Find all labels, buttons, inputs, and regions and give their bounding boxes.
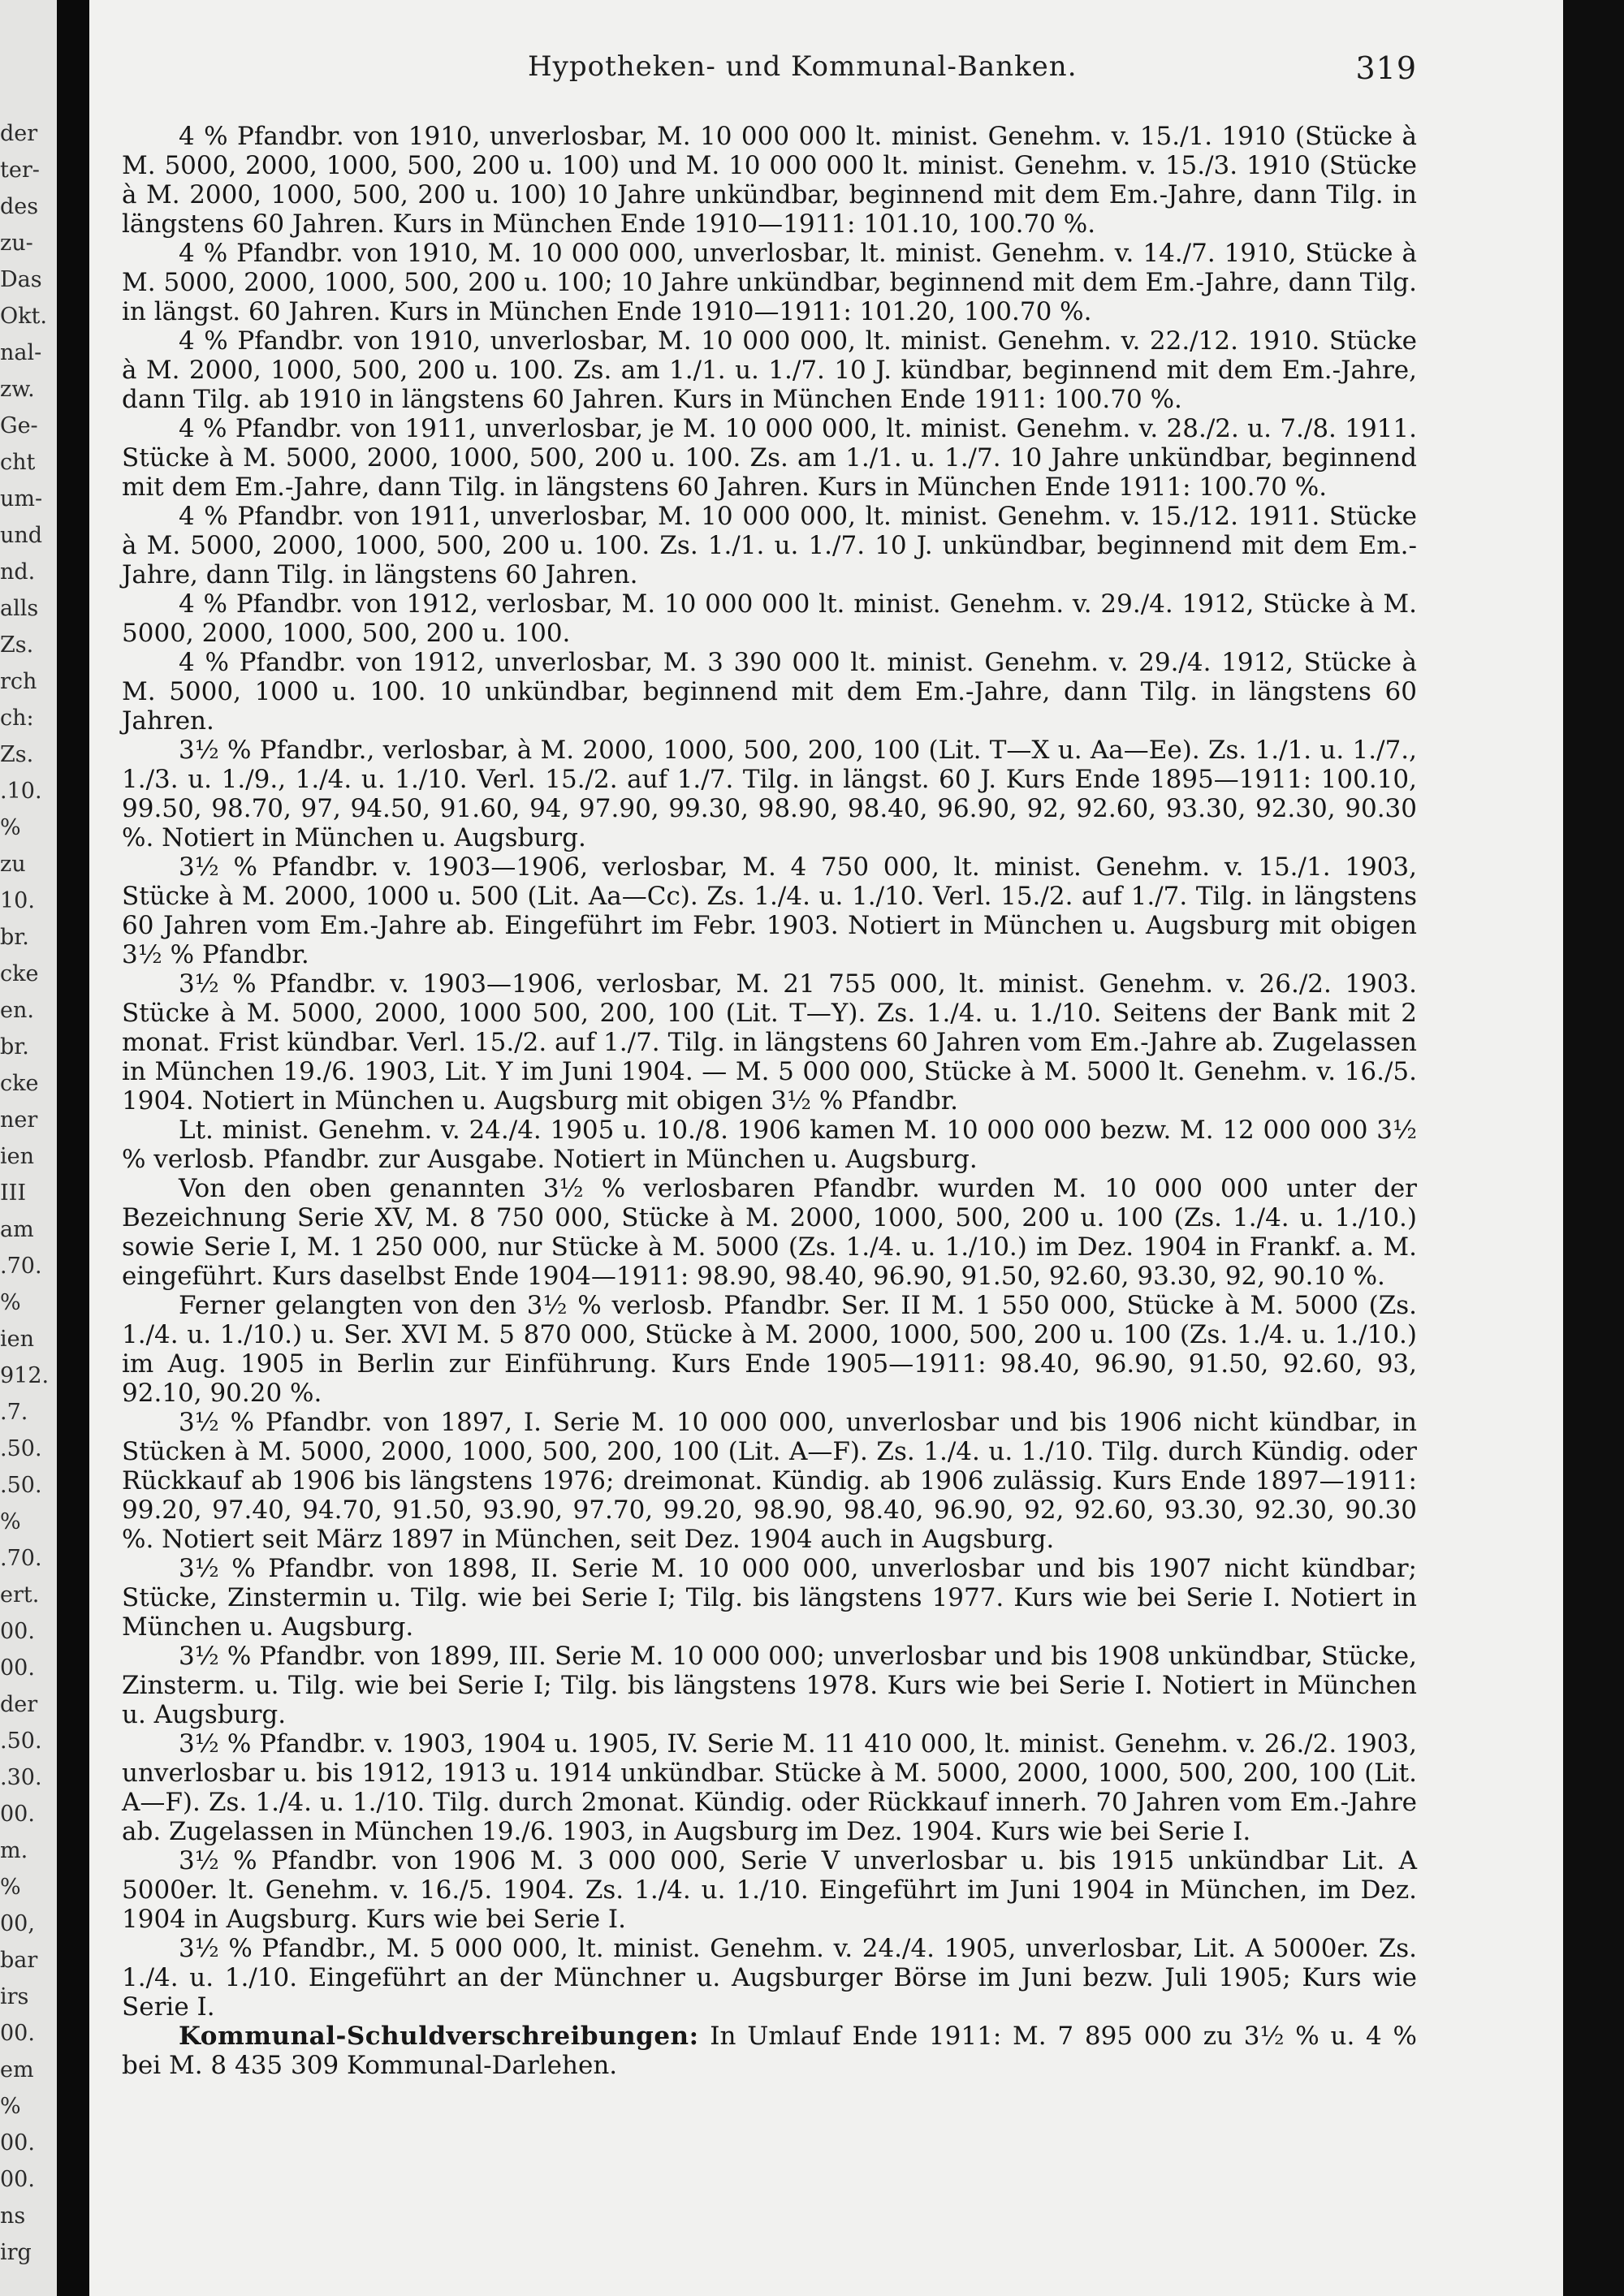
page-number: 319 bbox=[1355, 50, 1417, 86]
previous-page-fragment: irs bbox=[0, 1984, 29, 2009]
paragraph: 3½ % Pfandbr., verlosbar, à M. 2000, 1000, 500, 200, 100 (Lit. T—X u. Aa—Ee). Zs. 1./1. u. 1./7., 1./3. u. 1./9., 1./4. u. 1./10. Verl. 15./2. auf 1./7. Tilg. in längst. 60 J. Kurs Ende 1895—1911: 100.10, 99.50, 98.70, 97, 94.50, 91.60, 94, 97.90, 99.30, 98.90, 98.40, 96.90, 92, 92.60, 93.30, 92.30, 90.30 %. Notiert in München u. Augsburg. bbox=[122, 736, 1417, 852]
paragraph: 4 % Pfandbr. von 1910, unverlosbar, M. 10 000 000 lt. minist. Genehm. v. 15./1. 1910 (Stücke à M. 5000, 2000, 1000, 500, 200 u. 100) und M. 10 000 000 lt. minist. Genehm. v. 15./3. 1910 (Stücke à M. 2000, 1000, 500, 200 u. 100) 10 Jahre unkündbar, beginnend mit dem Em.-Jahre, dann Tilg. in längstens 60 Jahren. Kurs in München Ende 1910—1911: 101.10, 100.70 %. bbox=[122, 122, 1417, 239]
previous-page-fragment: am bbox=[0, 1217, 34, 1242]
previous-page-fragment: 00. bbox=[0, 1619, 35, 1644]
previous-page-fragment: em bbox=[0, 2057, 34, 2082]
paragraph: 4 % Pfandbr. von 1912, unverlosbar, M. 3 390 000 lt. minist. Genehm. v. 29./4. 1912, Stücke à M. 5000, 1000 u. 100. 10 unkündbar, beginnend mit dem Em.-Jahre, dann Tilg. in längstens 60 Jahren. bbox=[122, 648, 1417, 736]
paragraph: 3½ % Pfandbr. v. 1903, 1904 u. 1905, IV. Serie M. 11 410 000, lt. minist. Genehm. v. 26./2. 1903, unverlosbar u. bis 1912, 1913 u. 1914 unkündbar. Stücke à M. 5000, 2000, 1000, 500, 200, 100 (Lit. A—F). Zs. 1./4. u. 1./10. Tilg. durch 2monat. Kündig. oder Rückkauf innerh. 70 Jahren vom Em.-Jahre ab. Zugelassen in München 19./6. 1903, in Augsburg im Dez. 1904. Kurs wie bei Serie I. bbox=[122, 1729, 1417, 1846]
paragraph: Ferner gelangten von den 3½ % verlosb. Pfandbr. Ser. II M. 1 550 000, Stücke à M. 5000 (Zs. 1./4. u. 1./10.) u. Ser. XVI M. 5 870 000, Stücke à M. 2000, 1000, 500, 200 u. 100 (Zs. 1./4. u. 1./10.) im Aug. 1905 in Berlin zur Einführung. Kurs Ende 1905—1911: 98.40, 96.90, 91.50, 92.60, 93, 92.10, 90.20 %. bbox=[122, 1291, 1417, 1408]
previous-page-fragment: m. bbox=[0, 1838, 28, 1863]
running-title: Hypotheken- und Kommunal-Banken. bbox=[528, 50, 1078, 83]
previous-page-fragment: % bbox=[0, 1509, 21, 1534]
paragraph: Von den oben genannten 3½ % verlosbaren Pfandbr. wurden M. 10 000 000 unter der Bezeichnung Serie XV, M. 8 750 000, Stücke à M. 2000, 1000, 500, 200 u. 100 (Zs. 1./4. u. 1./10.) sowie Serie I, M. 1 250 000, nur Stücke à M. 5000 (Zs. 1./4. u. 1./10.) im Dez. 1904 in Frankf. a. M. eingeführt. Kurs daselbst Ende 1904—1911: 98.90, 98.40, 96.90, 91.50, 92.60, 93.30, 92, 90.10 %. bbox=[122, 1174, 1417, 1291]
previous-page-fragment: .50. bbox=[0, 1728, 42, 1754]
previous-page-fragment: Okt. bbox=[0, 304, 47, 329]
previous-page-fragment: 00. bbox=[0, 2130, 35, 2156]
paragraph: 4 % Pfandbr. von 1911, unverlosbar, M. 10 000 000, lt. minist. Genehm. v. 15./12. 1911. Stücke à M. 5000, 2000, 1000, 500, 200 u. 100. Zs. 1./1. u. 1./7. 10 J. unkündbar, beginnend mit dem Em.-Jahre, dann Tilg. in längstens 60 Jahren. bbox=[122, 502, 1417, 589]
previous-page-fragment: Das bbox=[0, 267, 42, 292]
previous-page-fragment: .50. bbox=[0, 1473, 42, 1498]
previous-page-fragment: 10. bbox=[0, 888, 35, 913]
previous-page-fragment: .70. bbox=[0, 1546, 42, 1571]
paragraph: 3½ % Pfandbr., M. 5 000 000, lt. minist. Genehm. v. 24./4. 1905, unverlosbar, Lit. A 5000er. Zs. 1./4. u. 1./10. Eingeführt an der Münchner u. Augsburger Börse im Juni bezw. Juli 1905; Kurs wie Serie I. bbox=[122, 1934, 1417, 2022]
previous-page-fragment: cht bbox=[0, 450, 36, 475]
previous-page-fragment: ien bbox=[0, 1327, 35, 1352]
paragraph: 3½ % Pfandbr. v. 1903—1906, verlosbar, M. 21 755 000, lt. minist. Genehm. v. 26./2. 1903. Stücke à M. 5000, 2000, 1000 500, 200, 100 (Lit. T—Y). Zs. 1./4. u. 1./10. Seitens der Bank mit 2 monat. Frist kündbar. Verl. 15./2. auf 1./7. Tilg. in längstens 60 Jahren vom Em.-Jahre ab. Zugelassen in München 19./6. 1903, Lit. Y im Juni 1904. — M. 5 000 000, Stücke à M. 5000 lt. Genehm. v. 16./5. 1904. Notiert in München u. Augsburg mit obigen 3½ % Pfandbr. bbox=[122, 969, 1417, 1116]
previous-page-fragment: Ge- bbox=[0, 413, 38, 438]
scan-border bbox=[1563, 0, 1624, 2296]
previous-page-fragment: zu bbox=[0, 852, 26, 877]
previous-page-fragment: zw. bbox=[0, 377, 35, 402]
previous-page-fragment: bar bbox=[0, 1948, 38, 1973]
document-page bbox=[89, 0, 1563, 2296]
paragraph: 3½ % Pfandbr. von 1897, I. Serie M. 10 000 000, unverlosbar und bis 1906 nicht kündbar, in Stücken à M. 5000, 2000, 1000, 500, 200, 100 (Lit. A—F). Zs. 1./4. u. 1./10. Tilg. durch Kündig. oder Rückkauf ab 1906 bis längstens 1976; dreimonat. Kündig. ab 1906 zulässig. Kurs Ende 1897—1911: 99.20, 97.40, 94.70, 91.50, 93.90, 97.70, 99.20, 98.90, 98.40, 96.90, 92, 92.60, 93.30, 92.30, 90.30 %. Notiert seit März 1897 in München, seit Dez. 1904 auch in Augsburg. bbox=[122, 1408, 1417, 1554]
paragraph: 3½ % Pfandbr. von 1899, III. Serie M. 10 000 000; unverlosbar und bis 1908 unkündbar, Stücke, Zinsterm. u. Tilg. wie bei Serie I; Tilg. bis längstens 1978. Kurs wie bei Serie I. Notiert in München u. Augsburg. bbox=[122, 1642, 1417, 1729]
previous-page-fragment: nd. bbox=[0, 559, 36, 585]
previous-page-fragment: 00, bbox=[0, 1911, 35, 1936]
previous-page-fragment: 00. bbox=[0, 1802, 35, 1827]
previous-page-fragment: % bbox=[0, 815, 21, 840]
previous-page-fragment: nal- bbox=[0, 340, 42, 365]
paragraph: 4 % Pfandbr. von 1910, M. 10 000 000, unverlosbar, lt. minist. Genehm. v. 14./7. 1910, Stücke à M. 5000, 2000, 1000, 500, 200 u. 100; 10 Jahre unkündbar, beginnend mit dem Em.-Jahre, dann Tilg. in längst. 60 Jahren. Kurs in München Ende 1910—1911: 101.20, 100.70 %. bbox=[122, 239, 1417, 326]
page-header bbox=[122, 50, 1417, 88]
body-text bbox=[122, 122, 1417, 2080]
previous-page-fragment: br. bbox=[0, 1034, 29, 1060]
previous-page-fragment: zu- bbox=[0, 231, 33, 256]
previous-page-fragment: 912. bbox=[0, 1363, 50, 1388]
previous-page-fragment: III bbox=[0, 1180, 26, 1206]
previous-page-fragment: en. bbox=[0, 998, 34, 1023]
previous-page-fragment: Zs. bbox=[0, 632, 34, 658]
paragraph: 3½ % Pfandbr. von 1898, II. Serie M. 10 000 000, unverlosbar und bis 1907 nicht kündbar; Stücke, Zinstermin u. Tilg. wie bei Serie I; Tilg. bis längstens 1977. Kurs wie bei Serie I. Notiert in München u. Augsburg. bbox=[122, 1554, 1417, 1642]
previous-page-fragment: % bbox=[0, 1875, 21, 1900]
paragraph: Lt. minist. Genehm. v. 24./4. 1905 u. 10./8. 1906 kamen M. 10 000 000 bezw. M. 12 000 000 3½ % verlosb. Pfandbr. zur Ausgabe. Notiert in München u. Augsburg. bbox=[122, 1116, 1417, 1174]
previous-page-fragment: .10. bbox=[0, 779, 42, 804]
previous-page-fragment: und bbox=[0, 523, 43, 548]
paragraph: 4 % Pfandbr. von 1911, unverlosbar, je M. 10 000 000, lt. minist. Genehm. v. 28./2. u. 7./8. 1911. Stücke à M. 5000, 2000, 1000, 500, 200 u. 100. Zs. am 1./1. u. 1./7. 10 Jahre unkündbar, beginnend mit dem Em.-Jahre, dann Tilg. in längstens 60 Jahren. Kurs in München Ende 1911: 100.70 %. bbox=[122, 414, 1417, 502]
previous-page-fragment: ner bbox=[0, 1107, 38, 1133]
previous-page-fragment: ns bbox=[0, 2203, 26, 2229]
previous-page-fragment: % bbox=[0, 2094, 21, 2119]
previous-page-fragment: irg bbox=[0, 2240, 32, 2265]
previous-page-fragment: br. bbox=[0, 925, 29, 950]
previous-page-fragment: ter- bbox=[0, 158, 40, 183]
previous-page-fragment: .70. bbox=[0, 1254, 42, 1279]
section-text: In Umlauf Ende 1911: M. 7 895 000 zu 3½ % u. 4 % bei M. 8 435 309 Kommunal-Darlehen. bbox=[122, 2022, 1417, 2080]
previous-page-fragment: um- bbox=[0, 486, 43, 511]
section-heading: Kommunal-Schuldverschreibungen: bbox=[179, 2022, 699, 2051]
kommunal-section bbox=[122, 2022, 1417, 2080]
previous-page-edge bbox=[0, 0, 57, 2296]
paragraph: 3½ % Pfandbr. v. 1903—1906, verlosbar, M. 4 750 000, lt. minist. Genehm. v. 15./1. 1903, Stücke à M. 2000, 1000 u. 500 (Lit. Aa—Cc). Zs. 1./4. u. 1./10. Verl. 15./2. auf 1./7. Tilg. in längstens 60 Jahren vom Em.-Jahre ab. Eingeführt im Febr. 1903. Notiert in München u. Augsburg mit obigen 3½ % Pfandbr. bbox=[122, 852, 1417, 969]
previous-page-fragment: ch: bbox=[0, 706, 34, 731]
paragraph: 3½ % Pfandbr. von 1906 M. 3 000 000, Serie V unverlosbar u. bis 1915 unkündbar Lit. A 5000er. lt. Genehm. v. 16./5. 1904. Zs. 1./4. u. 1./10. Eingeführt im Juni 1904 in München, im Dez. 1904 in Augsburg. Kurs wie bei Serie I. bbox=[122, 1846, 1417, 1934]
previous-page-fragment: alls bbox=[0, 596, 39, 621]
previous-page-fragment: .30. bbox=[0, 1765, 42, 1790]
previous-page-fragment: % bbox=[0, 1290, 21, 1315]
previous-page-fragment: des bbox=[0, 194, 39, 219]
previous-page-fragment: der bbox=[0, 121, 38, 146]
previous-page-fragment: 00. bbox=[0, 2167, 35, 2192]
paragraph: 4 % Pfandbr. von 1912, verlosbar, M. 10 000 000 lt. minist. Genehm. v. 29./4. 1912, Stücke à M. 5000, 2000, 1000, 500, 200 u. 100. bbox=[122, 589, 1417, 648]
previous-page-fragment: .7. bbox=[0, 1400, 28, 1425]
previous-page-fragment: der bbox=[0, 1692, 38, 1717]
previous-page-fragment: ien bbox=[0, 1144, 35, 1169]
previous-page-fragment: .50. bbox=[0, 1436, 42, 1461]
paragraph: 4 % Pfandbr. von 1910, unverlosbar, M. 10 000 000, lt. minist. Genehm. v. 22./12. 1910. Stücke à M. 2000, 1000, 500, 200 u. 100. Zs. am 1./1. u. 1./7. 10 J. kündbar, beginnend mit dem Em.-Jahre, dann Tilg. ab 1910 in längstens 60 Jahren. Kurs in München Ende 1911: 100.70 %. bbox=[122, 326, 1417, 414]
previous-page-fragment: 00. bbox=[0, 2021, 35, 2046]
previous-page-fragment: cke bbox=[0, 1071, 39, 1096]
previous-page-fragment: ert. bbox=[0, 1582, 40, 1608]
previous-page-fragment: rch bbox=[0, 669, 37, 694]
previous-page-fragment: 00. bbox=[0, 1655, 35, 1681]
previous-page-fragment: cke bbox=[0, 961, 39, 986]
previous-page-fragment: Zs. bbox=[0, 742, 34, 767]
